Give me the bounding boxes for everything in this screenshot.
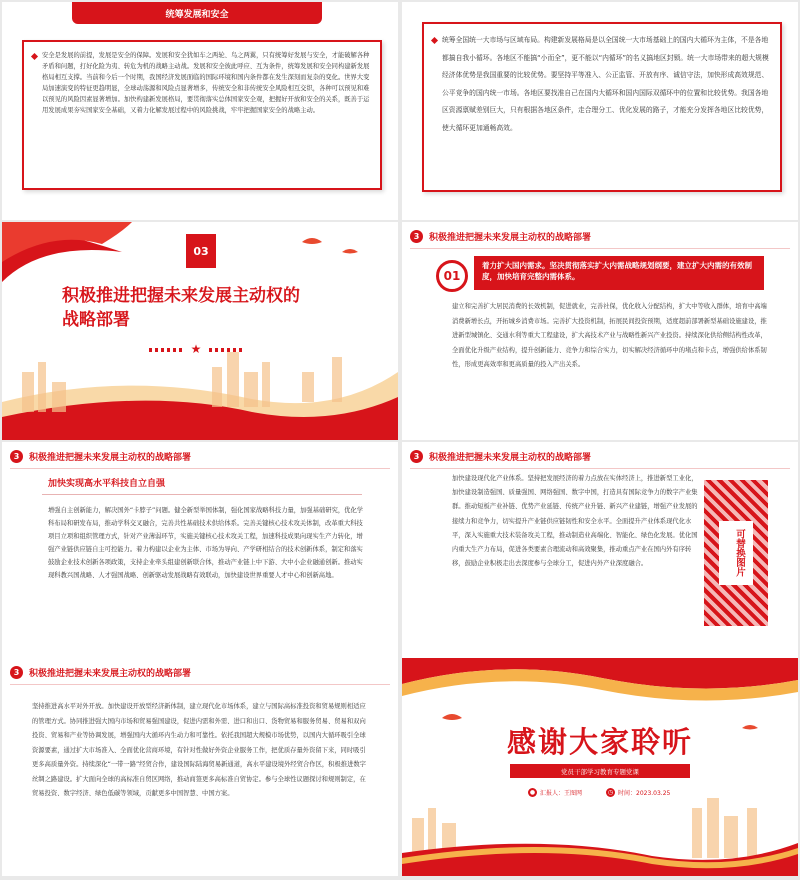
section-header-title: 积极推进把握未来发展主动权的战略部署 — [29, 669, 192, 679]
section-number-icon: 3 — [410, 230, 423, 243]
section-number-icon: 3 — [10, 666, 23, 679]
slide-2[interactable] — [402, 2, 798, 220]
content-frame — [22, 40, 382, 190]
body-text: 坚持推进高水平对外开放。加快建设开放型经济新体制，建立现代化市场体系，建立与国际高标准投资和贸易规则相适应的管理方式。协同推进强大国内市场和贸易强国建设，促进内需和外需、进口和出口、货物贸易和服务贸易、贸易和双向投资、贸易和产业等协调发展，增强国内大循环内生动力和可靠性。依托我国超大规模市场优势，以国内大循环吸引全球资源要素，通过扩大市场准入、全面优化营商环境，有针对性做好外资企业服务工作，把优质存量外资留下来，同时吸引更多高质量外资。持续深化“一带一路”经贸合作，建设国际陆海贸易新通道，高水平建设境外经贸合作区，积极推进数字丝绸之路建设。扩大面向全球的高标准自贸区网络，推动商签更多高标准自贸协定。参与全球性议题探讨和规则制定，在贸易投资、数字经济、绿色低碳等领域，贡献更多中国智慧、中国方案。 — [32, 703, 366, 797]
section-header — [10, 450, 191, 463]
slide-1[interactable] — [2, 2, 398, 220]
header-divider — [410, 248, 790, 249]
section-header — [10, 666, 191, 679]
star-icon: ★ — [190, 342, 204, 356]
section-title — [62, 284, 352, 332]
body-text: 安全是发展的前提，发展是安全的保障。发展和安全犹如车之两轮、鸟之两翼，只有统筹好发展与安全，才能破解各种矛盾和问题，打好化险为夷、转危为机的战略主动战。发展和安全彼此呼应、互为条件，统筹发展和安全同构建新发展格局相互支撑。当前和今后一个时期，我国经济发展面临的国际环境和国内条件都在发生深刻而复杂的变化。世界大变局加速演变的特征更趋明显，全球动荡源和风险点显著增多，传统安全和非传统安全风险相互交织，各种可以预见和难以预见的风险因素显著增加。加快构建新发展格局，要贯彻落实总体国家安全观，把握好开放和安全的关系，既善于运用发展成果夯实国家安全基础，又着力化解发展过程中的风险挑战，牢牢把握国家安全的战略主动。 — [42, 52, 370, 114]
header-divider — [410, 468, 790, 469]
section-header-title: 积极推进把握未来发展主动权的战略部署 — [29, 453, 192, 463]
section-number-badge: 03 — [186, 234, 216, 268]
slide-8[interactable] — [402, 658, 798, 876]
tab-header: 统筹发展和安全 — [72, 2, 322, 24]
slide-5[interactable] — [2, 442, 398, 660]
reporter-info — [528, 788, 582, 797]
point-badge: 01 — [436, 260, 468, 292]
section-header-title: 积极推进把握未来发展主动权的战略部署 — [429, 453, 592, 463]
section-number-icon: 3 — [410, 450, 423, 463]
section-title-line-2: 战略部署 — [62, 310, 130, 330]
date-info — [606, 788, 670, 797]
header-divider — [10, 468, 390, 469]
subtitle: 加快实现高水平科技自立自强 — [48, 479, 166, 489]
section-header-title: 积极推进把握未来发展主动权的战略部署 — [429, 233, 592, 243]
subtitle-underline — [42, 494, 362, 495]
clock-icon: ◷ — [607, 789, 614, 796]
content-frame — [422, 22, 782, 192]
body-text: 统筹全国统一大市场与区域布局。构建新发展格局是以全国统一大市场基础上的国内大循环为主体，不是各地都搞自我小循环。各地区不能搞“小而全”，更不能以“内循环”的名义搞地区封锁。统一大市场带来的超大规模经济体优势是我国重要的比较优势。要坚持平等准入、公正监管、开放有序、诚信守法，加快形成高效规范、公平竞争的国内统一市场。各地区要找准自己在国内大循环和国内国际双循环中的位置和比较优势。我国各地区资源禀赋差别巨大，只有根据各地区条件，走合理分工、优化发展的路子，才能充分发挥各地区比较优势，使大循环更加通畅高效。 — [442, 36, 769, 132]
section-header — [410, 230, 591, 243]
section-number-icon: 3 — [10, 450, 23, 463]
slide-4[interactable] — [402, 222, 798, 440]
bullet-icon — [431, 37, 438, 44]
user-icon: ● — [529, 789, 536, 796]
slide-7[interactable] — [2, 658, 398, 876]
slide-3[interactable] — [2, 222, 398, 440]
body-text: 建立和完善扩大居民消费的长效机制，促进就业，完善社保，优化收入分配结构，扩大中等收入群体，培育中高端消费新增长点，开拓城乡消费市场。完善扩大投资机制，拓展民间投资预期，适度超前部署新型基础设施建设，推进新型城镇化、交通水利等重大工程建设，扩大高技术产业与战略性新兴产业投资。持续深化供给侧结构性改革，全面优化升级产业结构，提升创新能力、竞争力和综合实力，切实解决经济循环中的堵点和卡点，增强供给体系韧性，形成更高效率和更高质量的投入产出关系。 — [452, 303, 767, 368]
bullet-icon — [31, 53, 38, 60]
body-text: 增强自主创新能力，解决国外“卡脖子”问题。健全新型举国体制，强化国家战略科技力量，加强基础研究，优化学科布局和研发布局，推动学科交叉融合，完善共性基础技术供给体系。完善关键核心技术攻关体制，改革重大科技项目立项和组织管理方式，针对产业薄弱环节，实施关键核心技术攻关工程，加速科技成果向现实生产力转化，增强产业链供应链自主可控能力。着力构建以企业为主体、市场为导向、产学研相结合的技术创新体系，制定和落实鼓励企业技术创新各项政策，支持企业牵头组建创新联合体，推动产业链上中下游、大中小企业融通创新。推动实现科教兴国战略、人才强国战略、创新驱动发展战略有效联动，加快建设世界重要人才中心和创新高地。 — [48, 507, 364, 579]
star-divider — [142, 342, 252, 356]
section-title-line-1: 积极推进把握未来发展主动权的 — [62, 286, 300, 306]
section-header — [410, 450, 591, 463]
date-label: 时间：2023.03.25 — [618, 790, 671, 797]
course-subtitle: 党员干部学习教育专题党课 — [510, 764, 690, 778]
image-placeholder[interactable] — [704, 480, 768, 626]
reporter-label: 汇报人：王图网 — [540, 790, 583, 797]
thanks-title: 感谢大家聆听 — [506, 725, 693, 759]
header-divider — [10, 684, 390, 685]
body-text: 加快建设现代化产业体系。坚持把发展经济的着力点放在实体经济上，推进新型工业化，加快建设制造强国、质量强国、网络强国、数字中国，打造具有国际竞争力的数字产业集群。推动短板产业补链、优势产业延链、传统产业升链、新兴产业建链，增强产业发展的接续力和竞争力，切实提升产业链供应链韧性和安全水平。全面提升产业体系现代化水平，深入实施重大技术装备攻关工程，推动制造业高端化、智能化、绿色化发展。优化国内重大生产力布局，促进各类要素合理流动和高效聚集，推动重点产业在国内外有序转移，鼓励企业积极走出去深度参与全球分工，促进内外产业深度融合。 — [452, 475, 698, 568]
image-placeholder-label: 可替换图片 — [719, 521, 753, 585]
slide-6[interactable] — [402, 442, 798, 660]
highlight-box: 着力扩大国内需求。坚决贯彻落实扩大内需战略规划纲要，建立扩大内需的有效制度，加快培育完整内需体系。 — [474, 256, 764, 290]
